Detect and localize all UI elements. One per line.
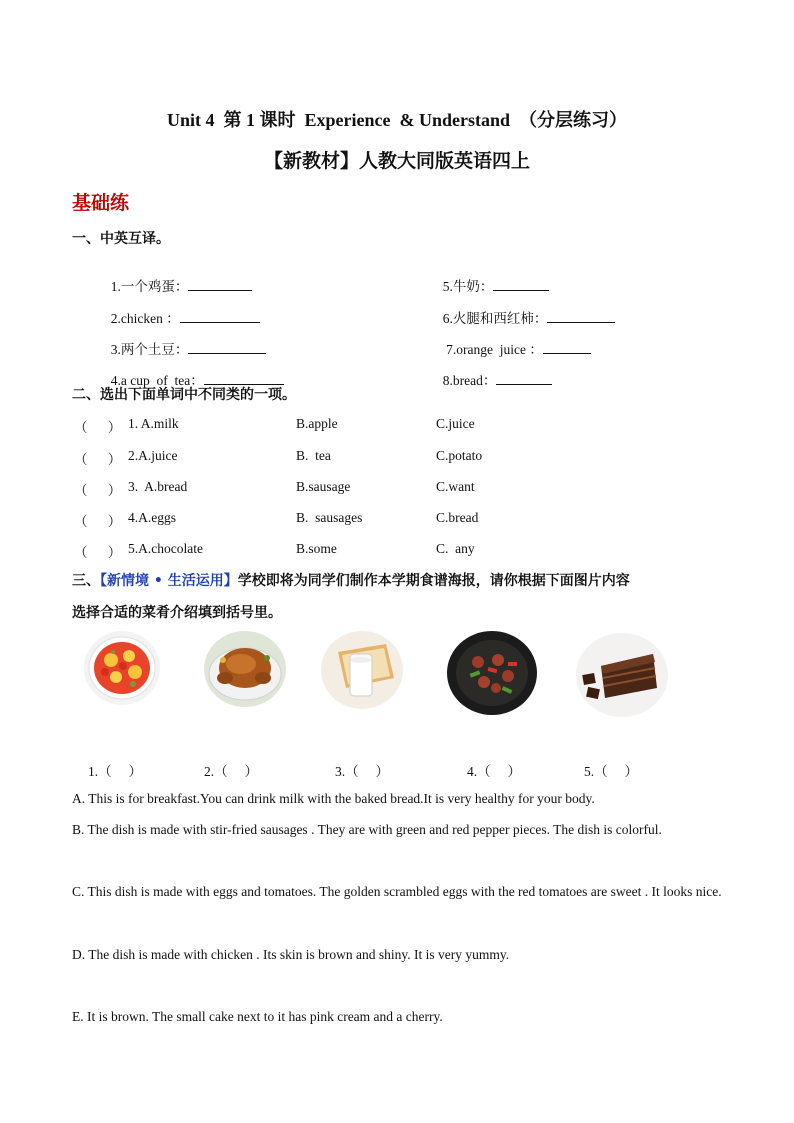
worksheet-title: Unit 4 第 1 课时 Experience & Understand （分层练习） [167, 110, 627, 130]
part3-heading: 三、【新情境 • 生活运用】学校即将为同学们制作本学期食谱海报，请你根据下面图片内容 [72, 573, 630, 589]
scrambled-eggs-tomatoes-image [83, 630, 161, 706]
translate-item-3: 3.两个土豆： [104, 322, 266, 358]
option-b: B.apple [296, 416, 338, 431]
option-a: 4.A.eggs [128, 510, 176, 525]
answer-blank[interactable] [188, 278, 252, 291]
image-answer-5[interactable]: 5.（ ） [584, 764, 638, 779]
part2-heading: 二、选出下面单词中不同类的一项。 [72, 387, 296, 403]
image-answer-4[interactable]: 4.（ ） [467, 764, 521, 779]
translate-item-7: 7.orange juice ： [436, 322, 591, 358]
description-e: E. It is brown. The small cake next to it has pink cream and a cherry. [72, 1009, 443, 1024]
translate-item-5: 5.牛奶： [436, 259, 549, 295]
answer-paren[interactable]: （ ） [74, 483, 122, 498]
milk-bread-image [320, 630, 404, 710]
part1-heading: 一、中英互译。 [72, 231, 170, 247]
option-a: 5.A.chocolate [128, 541, 203, 556]
level-heading: 基础练 [72, 192, 130, 214]
option-c: C.want [436, 479, 475, 494]
answer-blank[interactable] [496, 372, 552, 385]
option-a: 1. A.milk [128, 416, 179, 431]
answer-paren[interactable]: （ ） [74, 514, 122, 529]
context-tag: 【新情境 • 生活运用】 [100, 573, 238, 589]
option-b: B. tea [296, 448, 331, 463]
translate-item-4: 4.a cup of tea： [104, 353, 284, 389]
translate-item-8: 8.bread： [436, 353, 552, 389]
option-b: B. sausages [296, 510, 363, 525]
translate-item-6: 6.火腿和西红柿： [436, 291, 615, 327]
translate-item-1: 1.一个鸡蛋： [104, 259, 252, 295]
option-b: B.some [296, 541, 337, 556]
image-answer-2[interactable]: 2.（ ） [204, 764, 258, 779]
option-c: C.bread [436, 510, 479, 525]
image-answer-3[interactable]: 3.（ ） [335, 764, 389, 779]
option-b: B.sausage [296, 479, 351, 494]
description-d: D. The dish is made with chicken . Its skin is brown and shiny. It is very yummy. [72, 947, 510, 962]
description-c: C. This dish is made with eggs and tomatoes. The golden scrambled eggs with the red tomatoes are sweet . It looks nice. [72, 884, 722, 899]
image-answer-1[interactable]: 1.（ ） [88, 764, 142, 779]
answer-paren[interactable]: （ ） [74, 452, 122, 467]
answer-paren[interactable]: （ ） [74, 545, 122, 560]
option-a: 3. A.bread [128, 479, 188, 494]
chocolate-cake-image [575, 632, 669, 718]
translate-item-2: 2.chicken ： [104, 291, 260, 327]
answer-paren[interactable]: （ ） [74, 420, 122, 435]
description-b: B. The dish is made with stir-fried sausages . They are with green and red pepper pieces. The dish is colorful. [72, 822, 662, 837]
option-a: 2.A.juice [128, 448, 178, 463]
option-c: C. any [436, 541, 475, 556]
sausage-peppers-image [446, 630, 538, 716]
description-a: A. This is for breakfast.You can drink milk with the baked bread.It is very healthy for your body. [72, 791, 595, 806]
roast-chicken-image [203, 630, 287, 708]
worksheet-subtitle: 【新教材】人教大同版英语四上 [263, 151, 530, 172]
option-c: C.juice [436, 416, 475, 431]
answer-blank[interactable] [493, 278, 549, 291]
option-c: C.potato [436, 448, 483, 463]
part3-heading-line2: 选择合适的菜肴介绍填到括号里。 [72, 605, 282, 621]
